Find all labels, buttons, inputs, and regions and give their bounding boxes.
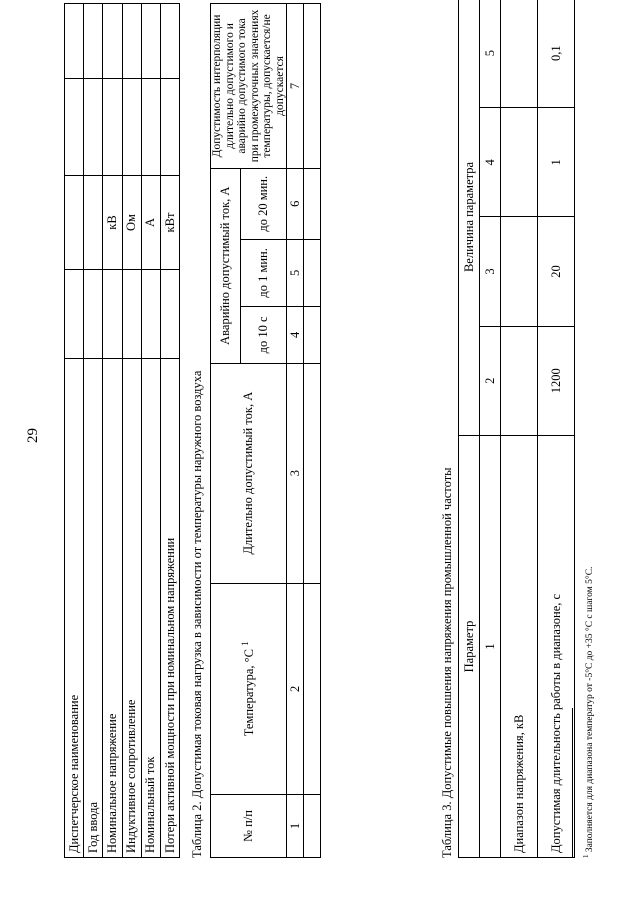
header-1min: до 1 мин. [240,239,286,306]
cell-value [501,326,538,435]
page-number: 29 [25,428,41,443]
row-unit: А [141,176,160,270]
table-row [84,4,103,858]
table2-caption: Таблица 2. Допустимая токовая нагрузка в зависимости от температуры наружного воздуха [190,370,204,858]
table-row [304,4,321,858]
rotated-page-content [64,0,640,858]
column-number-row [287,4,304,858]
table-row [103,4,122,858]
cell-value [501,108,538,217]
col-num: 4 [480,108,501,217]
header-10s: до 10 с [240,307,286,363]
footnote [582,567,595,858]
table3-caption: Таблица 3. Допустимые повышения напряжения промышленной частоты [440,467,454,858]
col-num: 2 [287,583,304,794]
header-num: № п/п [211,794,287,857]
current-load-table [210,3,321,858]
cell-value [501,217,538,326]
table-row [538,0,575,858]
header-20min: до 20 мин. [240,168,286,239]
table-row [122,4,141,858]
col-num: 1 [287,794,304,857]
header-continuous-current: Длительно допустимый ток, А [211,363,287,583]
table-row [501,0,538,858]
col-num: 3 [287,363,304,583]
col-num: 5 [480,0,501,108]
header-temperature: Температура, °С $^1$ [211,583,287,794]
row-label: Допустимая длительность работы в диапазоне, с [538,436,575,858]
row-label: Потери активной мощности при номинальном напряжении [160,359,179,858]
footnote-ref: 1 [239,641,250,646]
equipment-parameters-table [64,3,180,858]
header-row [211,4,241,858]
row-unit: кВт [160,176,179,270]
header-row [459,0,480,858]
row-label: Индуктивное сопротивление [122,359,141,858]
footnote-mark: 1 [582,854,590,858]
col-num: 3 [480,217,501,326]
col-num: 5 [287,239,304,306]
cell-value [501,0,538,108]
row-label: Номинальный ток [141,359,160,858]
row-unit [65,176,84,270]
header-value: Величина параметра [459,0,480,436]
col-num: 2 [480,326,501,435]
row-label: Диапазон напряжения, кВ [501,436,538,858]
column-number-row [480,0,501,858]
row-unit: кВ [103,176,122,270]
row-label: Год ввода [84,359,103,858]
voltage-increase-table [458,0,575,858]
footnote-separator [572,708,573,858]
cell-value: 1 [538,108,575,217]
row-unit: Ом [122,176,141,270]
header-parameter: Параметр [459,436,480,858]
cell-value: 1200 [538,326,575,435]
col-num: 7 [287,4,304,169]
col-num: 6 [287,168,304,239]
table-row [160,4,179,858]
row-label: Номинальное напряжение [103,359,122,858]
table-row [65,4,84,858]
footnote-text: Заполняется для диапазона температур от -5°С до +35 °С с шагом 5°С. [585,566,596,853]
cell-value: 0,1 [538,0,575,108]
header-interpolation: Допустимость интерполяции длительно допустимого и аварийно допустимого тока при промежуточных значениях температуры, допускается/не допускается [211,4,287,169]
col-num: 1 [480,436,501,858]
row-label: Диспетчерское наименование [65,359,84,858]
col-num: 4 [287,307,304,363]
table-row [141,4,160,858]
header-emergency-current: Аварийно допустимый ток, А [211,168,241,363]
cell-value: 20 [538,217,575,326]
row-unit [84,176,103,270]
